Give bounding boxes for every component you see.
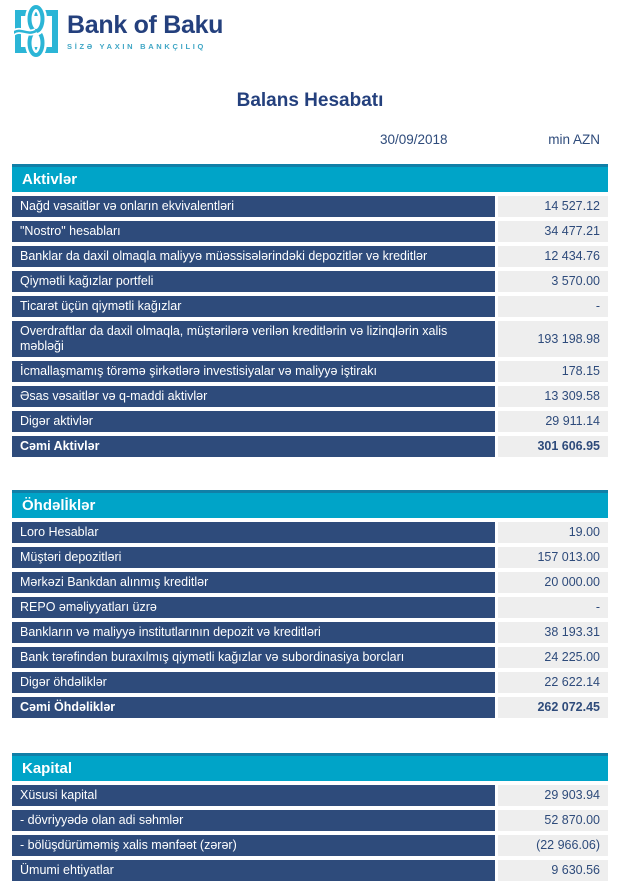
row-label: Əsas vəsaitlər və q-maddi aktivlər [12,386,495,407]
table-row [12,697,608,718]
row-value: 22 622.14 [498,672,608,693]
row-value: 38 193.31 [498,622,608,643]
row-label: İcmallaşmamış törəmə şirkətlərə investisiyalar və maliyyə iştirakı [12,361,495,382]
currency-unit: min AZN [548,132,600,147]
row-label: Cəmi Aktivlər [12,436,495,457]
table-row [12,361,608,382]
row-label: Overdraftlar da daxil olmaqla, müştərilərə verilən kreditlərin və lizinqlərin xalis məbləği [12,321,495,357]
row-value: - [498,597,608,618]
row-value: 9 630.56 [498,860,608,881]
table-row [12,810,608,831]
table-row [12,785,608,806]
row-label: Banklar da daxil olmaqla maliyyə müəssisələrindəki depozitlər və kreditlər [12,246,495,267]
row-value: 14 527.12 [498,196,608,217]
section-rows [12,522,608,718]
brand-wordmark: Bank of Baku [67,11,224,39]
report-meta [12,132,608,149]
row-value: 262 072.45 [498,697,608,718]
row-value: 12 434.76 [498,246,608,267]
row-value: 19.00 [498,522,608,543]
row-value: 157 013.00 [498,547,608,568]
balance-sections [12,164,608,881]
row-value: 20 000.00 [498,572,608,593]
section-header: Öhdəlİklər [12,490,608,518]
row-label: Loro Hesablar [12,522,495,543]
table-row [12,221,608,242]
row-label: Digər öhdəliklər [12,672,495,693]
section [12,490,608,718]
brand-header [14,5,608,57]
row-value: (22 966.06) [498,835,608,856]
row-label: Qiymətli kağızlar portfeli [12,271,495,292]
table-row [12,835,608,856]
table-row [12,196,608,217]
row-label: Nağd vəsaitlər və onların ekvivalentləri [12,196,495,217]
section [12,753,608,881]
row-value: 52 870.00 [498,810,608,831]
table-row [12,436,608,457]
row-value: 29 903.94 [498,785,608,806]
row-label: Xüsusi kapital [12,785,495,806]
row-label: Cəmi Öhdəliklər [12,697,495,718]
row-label: Bankların və maliyyə institutlarının depozit və kreditləri [12,622,495,643]
table-row [12,572,608,593]
row-value: 301 606.95 [498,436,608,457]
row-label: Digər aktivlər [12,411,495,432]
row-value: 178.15 [498,361,608,382]
row-value: 24 225.00 [498,647,608,668]
brand-text-block [67,5,223,51]
row-value: - [498,296,608,317]
section-header: Kapital [12,753,608,781]
table-row [12,296,608,317]
section-rows [12,196,608,457]
table-row [12,522,608,543]
table-row [12,321,608,357]
table-row [12,647,608,668]
row-label: - bölüşdürüməmiş xalis mənfəət (zərər) [12,835,495,856]
page-title: Balans Hesabatı [236,90,384,111]
table-row [12,672,608,693]
table-row [12,271,608,292]
section [12,164,608,457]
row-label: Bank tərəfindən buraxılmış qiymətli kağızlar və subordinasiya borcları [12,647,495,668]
row-label: Ticarət üçün qiymətli kağızlar [12,296,495,317]
row-value: 193 198.98 [498,321,608,357]
table-row [12,547,608,568]
row-label: Müştəri depozitləri [12,547,495,568]
row-value: 3 570.00 [498,271,608,292]
brand-tagline: SİZƏ YAXIN BANKÇILIQ [67,42,207,51]
row-label: Mərkəzi Bankdan alınmış kreditlər [12,572,495,593]
balance-report-page [0,5,620,881]
row-label: "Nostro" hesabları [12,221,495,242]
table-row [12,386,608,407]
row-label: - dövriyyədə olan adi səhmlər [12,810,495,831]
table-row [12,411,608,432]
report-date: 30/09/2018 [380,132,448,147]
bank-of-baku-logo-icon [14,5,58,57]
table-row [12,597,608,618]
row-value: 29 911.14 [498,411,608,432]
section-rows [12,785,608,881]
row-label: Ümumi ehtiyatlar [12,860,495,881]
row-label: REPO əməliyyatları üzrə [12,597,495,618]
table-row [12,246,608,267]
section-header: Aktivlər [12,164,608,192]
row-value: 13 309.58 [498,386,608,407]
table-row [12,622,608,643]
row-value: 34 477.21 [498,221,608,242]
